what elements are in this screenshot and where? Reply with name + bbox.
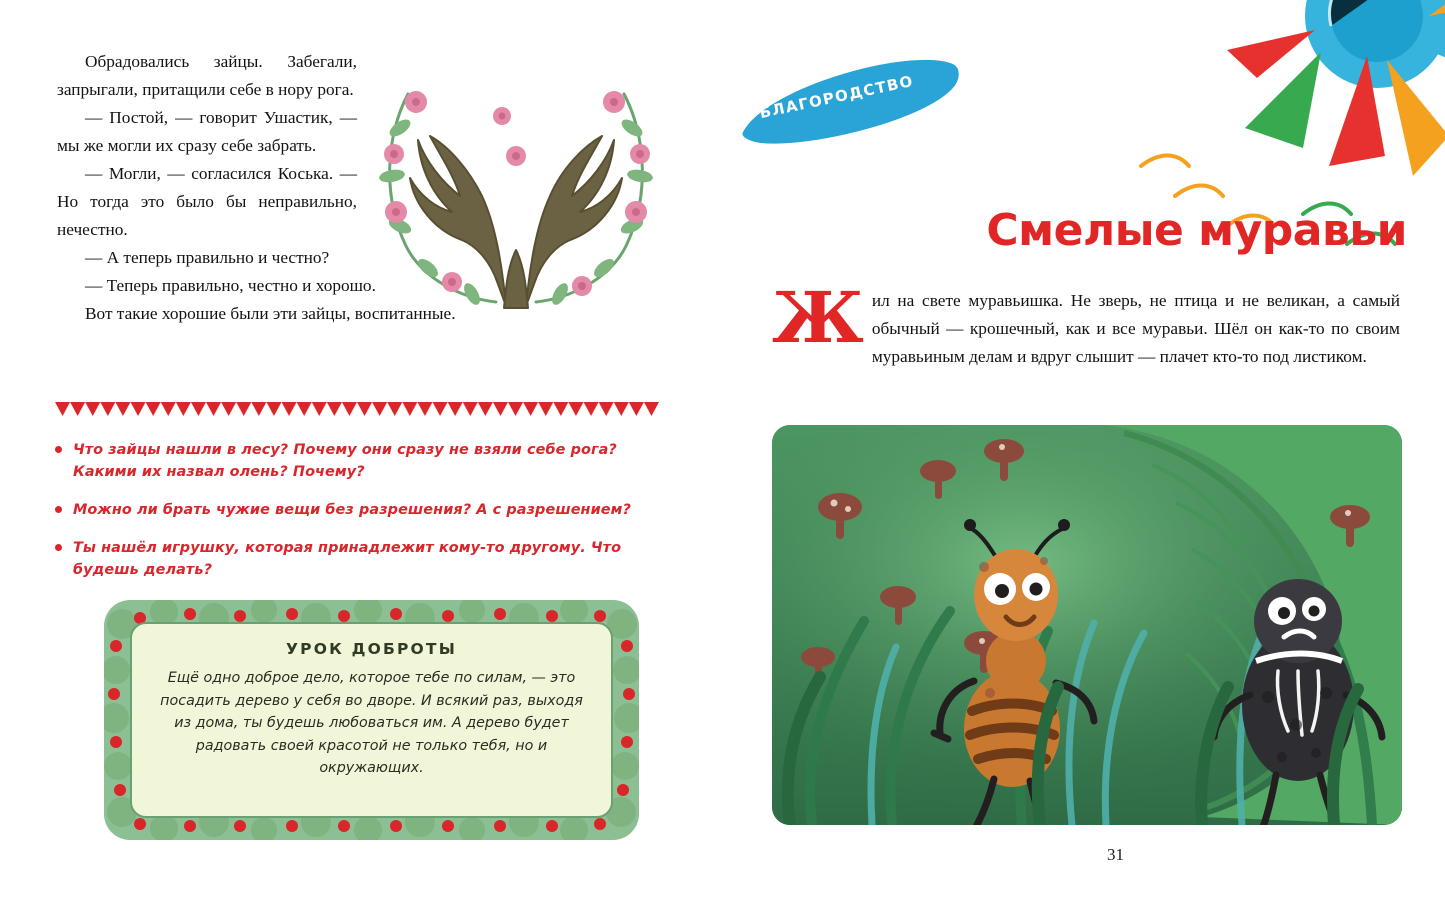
paragraph-6: Вот такие хорошие были эти зайцы, воспитанные. xyxy=(85,304,456,324)
right-page xyxy=(722,0,1445,917)
paragraph-3: — Могли, — согласился Коська. — Но тогда это было бы неправильно, нечестно. xyxy=(57,164,357,240)
question-item xyxy=(55,538,665,582)
bullet-icon xyxy=(55,506,62,513)
paragraph-5: — Теперь правильно, честно и хорошо. xyxy=(85,276,376,296)
paragraph-4: — А теперь правильно и честно? xyxy=(85,248,330,268)
page-number: 31 xyxy=(1107,845,1124,864)
discussion-questions-list xyxy=(55,440,665,597)
category-ribbon-label: БЛАГОРОДСТВО xyxy=(757,71,916,123)
left-page xyxy=(0,0,722,917)
antlers-with-flowers-illustration xyxy=(356,36,676,326)
bullet-icon xyxy=(55,446,62,453)
question-text: Можно ли брать чужие вещи без разрешения? А с разрешением? xyxy=(73,501,631,518)
story-body-text xyxy=(772,276,1400,371)
question-text: Что зайцы нашли в лесу? Почему они сразу не взяли себе рога? Какими их назвал олень? Почему? xyxy=(73,442,617,480)
lesson-card-content xyxy=(130,622,613,818)
drop-cap: Ж xyxy=(772,276,864,359)
question-item xyxy=(55,500,665,522)
lesson-body-text: Ещё одно доброе дело, которое тебе по силам, — это посадить дерево у себя во дворе. И всякий раз, выходя из дома, ты будешь любоваться им. А дерево будет радовать своей красотой не только тебя, но и окружающих. xyxy=(160,670,583,777)
question-text: Ты нашёл игрушку, которая принадлежит кому-то другому. Что будешь делать? xyxy=(73,539,622,578)
lesson-title: УРОК ДОБРОТЫ xyxy=(286,640,457,658)
question-item xyxy=(55,440,665,484)
ant-and-beetle-in-grass-illustration xyxy=(772,425,1402,825)
red-zigzag-divider xyxy=(55,400,659,418)
paragraph-1: Обрадовались зайцы. Забегали, запрыгали, притащили себе в нору рога. xyxy=(57,52,357,100)
story-title: Смелые муравьи xyxy=(986,205,1407,256)
bullet-icon xyxy=(55,544,62,551)
story-paragraph: ил на свете муравьишка. Не зверь, не птица и не великан, а самый обычный — крошечный, как и все муравьи. Шёл он как-то по своим муравьиным делам и вдруг слышит — плачет кто-то под листиком. xyxy=(871,291,1400,367)
lesson-card xyxy=(104,600,639,840)
paragraph-2: — Постой, — говорит Ушастик, — мы же могли их сразу себе забрать. xyxy=(57,108,357,156)
